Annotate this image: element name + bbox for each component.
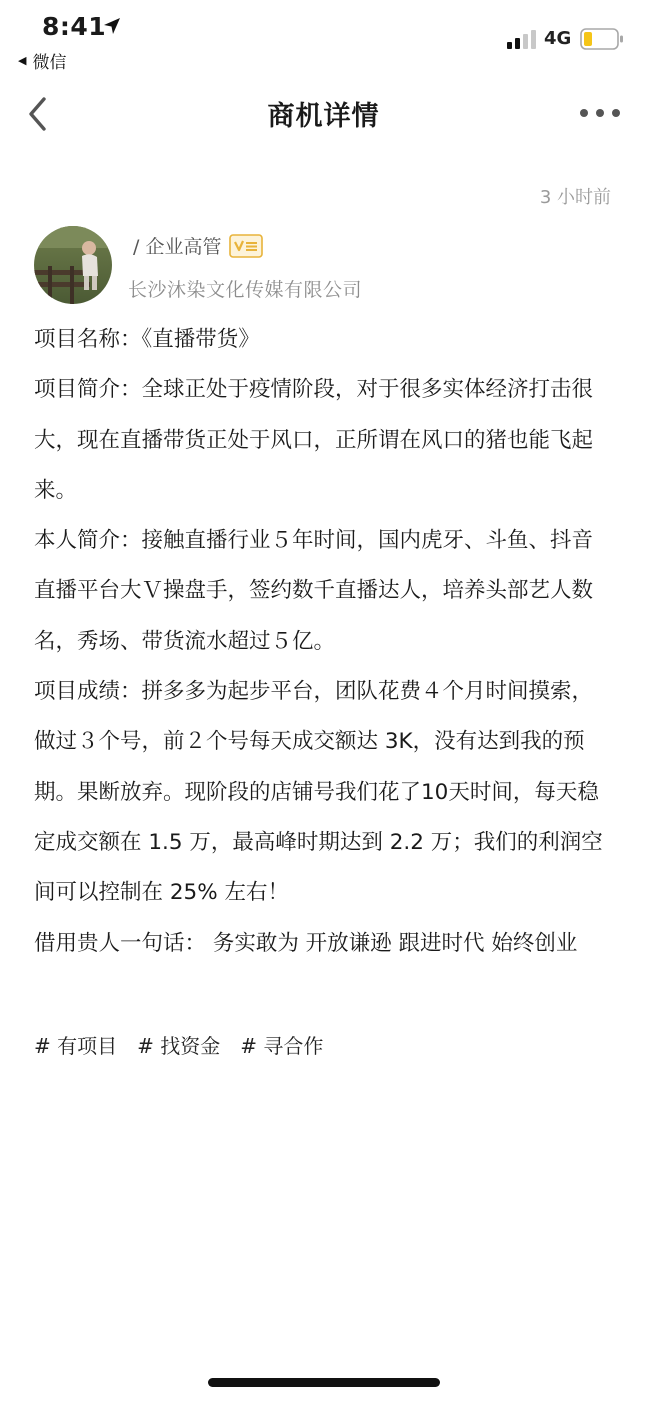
avatar-photo	[34, 226, 112, 304]
tag-item[interactable]: # 有项目	[34, 1034, 118, 1058]
quote-paragraph: 借用贵人一句话： 务实敢为 开放谦逊 跟进时代 始终创业	[34, 930, 578, 956]
back-triangle-icon: ◀	[18, 54, 27, 67]
company-name[interactable]: 长沙沐染文化传媒有限公司	[128, 279, 363, 301]
status-bar	[0, 0, 647, 80]
page-title: 商机详情	[267, 101, 380, 132]
author-role-label: / 企业高管	[133, 236, 222, 258]
tag-item[interactable]: # 寻合作	[240, 1034, 324, 1058]
post-content	[34, 315, 614, 969]
signal-icon	[507, 30, 537, 50]
verified-v-icon	[229, 234, 263, 258]
project-results-paragraph: 项目成绩：拼多多为起步平台，团队花费４个月时间摸索，做过３个号，前２个号每天成交额达 3K，没有达到我的预期。果断放弃。现阶段的店铺号我们花了10天时间，每天稳定成交额在 1.5 万，最高峰时期达到 2.2 万；我们的利润空间可以控制在 25% 左右！	[34, 679, 603, 906]
battery-low-icon	[580, 28, 624, 50]
back-to-wechat-link[interactable]	[18, 48, 66, 73]
tag-list	[34, 1030, 323, 1059]
tag-item[interactable]: # 找资金	[137, 1034, 221, 1058]
self-intro-paragraph: 本人简介：接触直播行业５年时间，国内虎牙、斗鱼、抖音直播平台大Ｖ操盘手，签约数千直播达人，培养头部艺人数名，秀场、带货流水超过５亿。	[34, 528, 594, 654]
project-intro-paragraph: 项目简介：全球正处于疫情阶段，对于很多实体经济打击很大，现在直播带货正处于风口，正所谓在风口的猪也能飞起来。	[34, 377, 594, 503]
post-timestamp: 3 小时前	[539, 187, 611, 208]
nav-bar	[0, 80, 647, 148]
home-indicator[interactable]	[208, 1378, 440, 1387]
back-app-label: 微信	[32, 53, 67, 73]
avatar[interactable]	[34, 226, 112, 304]
more-dots-icon[interactable]	[577, 100, 623, 126]
location-arrow-icon	[102, 16, 122, 36]
status-time: 8:41	[42, 12, 107, 41]
project-name-paragraph: 项目名称：《直播带货》	[34, 327, 260, 352]
author-role	[133, 232, 263, 259]
network-type: 4G	[544, 28, 572, 49]
